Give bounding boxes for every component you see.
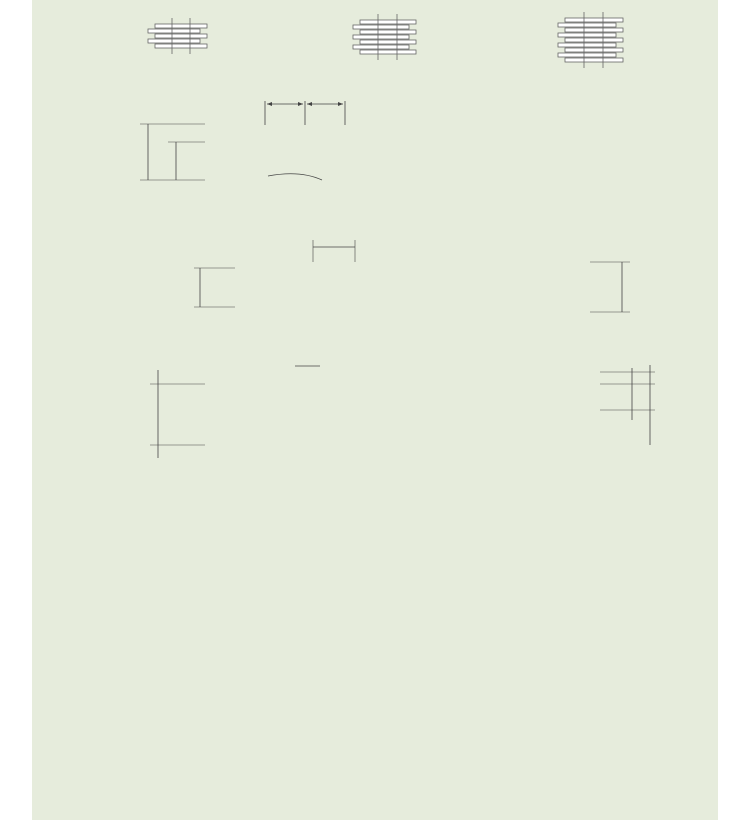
- side-view-chain: [140, 101, 345, 180]
- config-icon-2x3: [148, 18, 207, 54]
- top-view-chain: [150, 365, 655, 458]
- front-view-chain: [194, 240, 630, 312]
- config-icon-3x4: [353, 14, 416, 60]
- config-icon-4x5: [558, 12, 623, 68]
